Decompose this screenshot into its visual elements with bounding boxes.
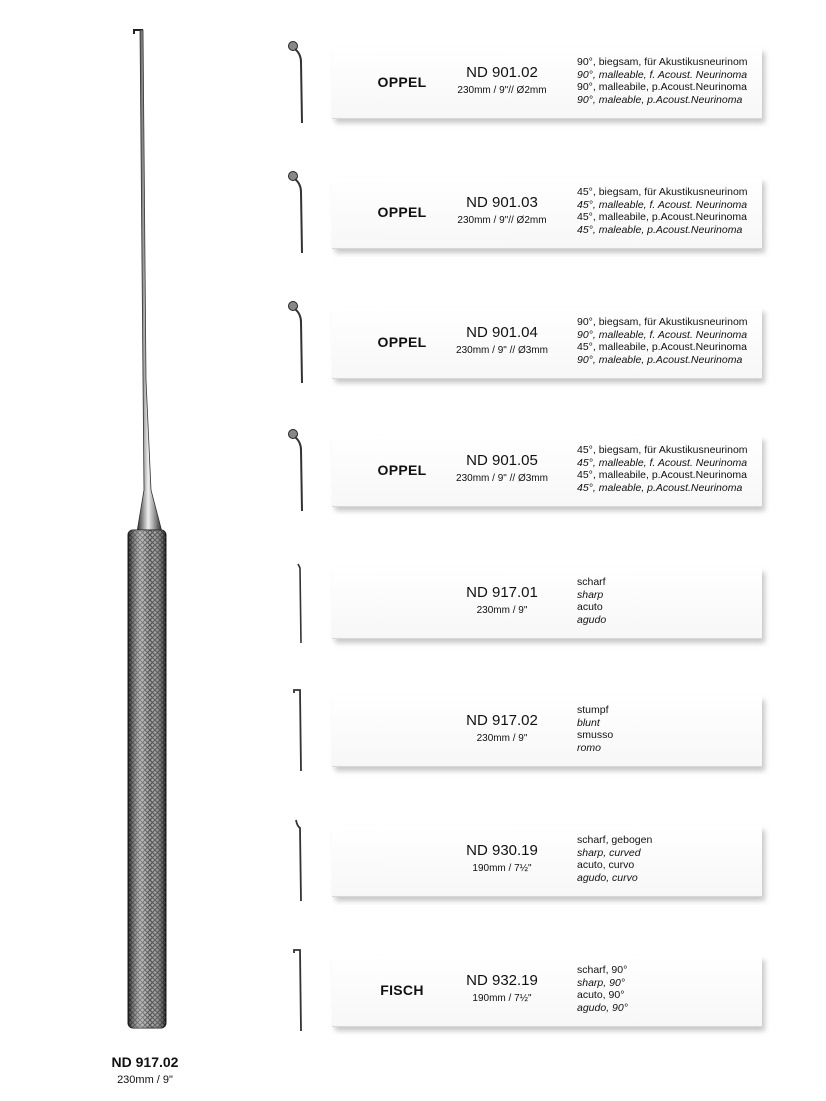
product-description [577,964,628,1014]
product-code: ND 917.02 [466,712,538,729]
description-line: 45°, biegsam, für Akustikusneurinom [577,444,748,456]
product-code: ND 901.02 [466,64,538,81]
description-line: 45°, malleable, f. Acoust. Neurinoma [577,456,748,469]
main-instrument-shaft [137,30,162,532]
product-card [332,436,762,507]
product-card [332,826,762,897]
product-card [332,178,762,249]
product-brand: OPPEL [377,334,427,350]
product-card [332,568,762,639]
product-card [332,48,762,119]
description-line: 90°, malleable, f. Acoust. Neurinoma [577,68,748,81]
product-size: 230mm / 9" [476,733,528,744]
product-card [332,696,762,767]
description-line: sharp, curved [577,846,641,859]
product-card [332,956,762,1027]
instrument-tip-icon [280,428,320,518]
instrument-tip-icon [280,300,320,390]
description-line: scharf, 90° [577,964,628,976]
product-size: 230mm / 9" // Ø3mm [456,473,548,484]
description-line: 90°, biegsam, für Akustikusneurinom [577,56,748,68]
description-line: sharp, 90° [577,976,625,989]
product-row [280,170,770,250]
description-line: scharf, gebogen [577,834,653,846]
product-description [577,834,652,884]
instrument-tip-icon [280,170,320,260]
description-line: romo [577,741,601,754]
description-line: 90°, maleable, p.Acoust.Neurinoma [577,353,743,366]
instrument-tip-icon [280,818,320,908]
instrument-tip-icon [280,560,320,650]
description-line: agudo, 90° [577,1001,628,1014]
product-brand: FISCH [380,982,424,998]
main-instrument-illustration [0,0,300,1040]
product-code: ND 932.19 [466,972,538,989]
product-size: 190mm / 7½" [472,863,532,874]
product-row [280,948,770,1028]
product-card [332,308,762,379]
instrument-tip-icon [280,948,320,1038]
description-line: sharp [577,588,604,601]
description-line: blunt [577,716,600,729]
product-brand: OPPEL [377,462,427,478]
product-description [577,186,748,236]
product-size: 230mm / 9" // Ø3mm [456,345,548,356]
description-line: 45°, malleabile, p.Acoust.Neurinoma [577,341,747,354]
description-line: 90°, malleabile, p.Acoust.Neurinoma [577,81,747,94]
description-line: 90°, biegsam, für Akustikusneurinom [577,316,748,328]
product-size: 230mm / 9"// Ø2mm [457,215,547,226]
product-row [280,560,770,640]
product-row [280,40,770,120]
product-brand: OPPEL [377,74,427,90]
description-line: smusso [577,729,614,742]
description-line: acuto [577,601,603,614]
description-line: 45°, biegsam, für Akustikusneurinom [577,186,748,198]
description-line: 45°, malleable, f. Acoust. Neurinoma [577,198,748,211]
product-size: 190mm / 7½" [472,993,532,1004]
product-row [280,818,770,898]
product-size: 230mm / 9" [476,605,528,616]
product-row [280,688,770,768]
description-line: 45°, maleable, p.Acoust.Neurinoma [577,223,743,236]
product-description [577,444,748,494]
product-code: ND 901.05 [466,452,538,469]
product-code: ND 917.01 [466,584,538,601]
description-line: 90°, maleable, p.Acoust.Neurinoma [577,93,743,106]
product-code: ND 901.03 [466,194,538,211]
product-code: ND 901.04 [466,324,538,341]
description-line: 45°, malleabile, p.Acoust.Neurinoma [577,469,747,482]
product-description [577,56,748,106]
description-line: acuto, curvo [577,859,635,872]
product-description [577,576,606,626]
product-description [577,704,613,754]
product-size: 230mm / 9"// Ø2mm [457,85,547,96]
product-brand: OPPEL [377,204,427,220]
description-line: acuto, 90° [577,989,625,1002]
product-description [577,316,748,366]
product-row [280,428,770,508]
description-line: agudo, curvo [577,871,638,884]
description-line: stumpf [577,704,609,716]
product-row [280,300,770,380]
main-instrument-code: ND 917.02 [111,1054,179,1070]
description-line: scharf [577,576,606,588]
description-line: 45°, maleable, p.Acoust.Neurinoma [577,481,743,494]
description-line: agudo [577,613,607,626]
description-line: 90°, malleable, f. Acoust. Neurinoma [577,328,748,341]
instrument-tip-icon [280,688,320,778]
product-code: ND 930.19 [466,842,538,859]
description-line: 45°, malleabile, p.Acoust.Neurinoma [577,211,747,224]
instrument-tip-icon [280,40,320,130]
main-instrument-size: 230mm / 9" [117,1074,173,1086]
